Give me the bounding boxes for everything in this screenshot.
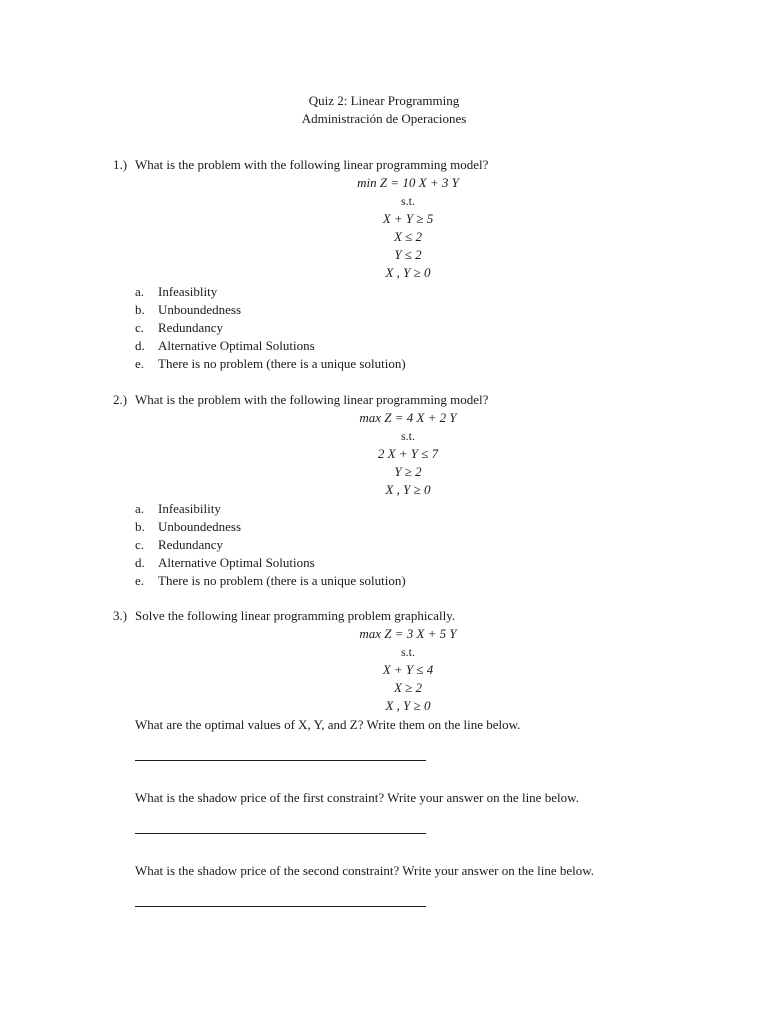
option-letter: d.: [135, 338, 145, 353]
question-3: [113, 607, 713, 907]
prompt-shadow-price-1: What is the shadow price of the first constraint? Write your answer on the line below.: [135, 790, 579, 805]
option-text: Unboundedness: [158, 302, 242, 317]
subject-to-label: s.t.: [400, 194, 415, 208]
answer-line-1[interactable]: [135, 760, 426, 761]
constraint: X ≤ 2: [393, 229, 423, 244]
question-number: 3.): [113, 608, 128, 623]
option-e[interactable]: [113, 572, 713, 590]
option-text: Redundancy: [158, 320, 223, 335]
constraint: Y ≤ 2: [394, 247, 422, 262]
lp-model: [113, 409, 703, 499]
objective-function: max Z = 4 X + 2 Y: [359, 410, 457, 425]
question-number: 1.): [113, 157, 128, 172]
option-b[interactable]: [113, 518, 713, 536]
option-letter: a.: [135, 501, 145, 516]
option-letter: b.: [135, 302, 145, 317]
constraint: Y ≥ 2: [394, 464, 422, 479]
prompt-optimal-values: What are the optimal values of X, Y, and Z? Write them on the line below.: [135, 717, 521, 732]
answer-options: [113, 500, 713, 590]
question-1: [113, 156, 713, 373]
prompt-shadow-price-2: What is the shadow price of the second constraint? Write your answer on the line below.: [135, 863, 595, 878]
lp-model: [113, 625, 703, 715]
option-c[interactable]: [113, 536, 713, 554]
option-text: Alternative Optimal Solutions: [158, 555, 315, 570]
option-letter: a.: [135, 284, 145, 299]
option-text: Infeasibility: [158, 501, 221, 516]
option-d[interactable]: [113, 337, 713, 355]
option-b[interactable]: [113, 301, 713, 319]
question-header: [113, 391, 713, 409]
option-letter: d.: [135, 555, 145, 570]
constraint: X , Y ≥ 0: [385, 698, 431, 713]
option-letter: b.: [135, 519, 145, 534]
option-letter: e.: [135, 573, 145, 588]
option-text: There is no problem (there is a unique solution): [158, 573, 406, 588]
option-letter: c.: [135, 320, 145, 335]
objective-function: min Z = 10 X + 3 Y: [357, 175, 459, 190]
option-text: There is no problem (there is a unique solution): [158, 356, 406, 371]
constraint: 2 X + Y ≤ 7: [377, 446, 439, 461]
objective-function: max Z = 3 X + 5 Y: [359, 626, 457, 641]
question-header: [113, 156, 713, 174]
constraint: X , Y ≥ 0: [385, 482, 431, 497]
constraint: X + Y ≥ 5: [382, 211, 434, 226]
page-subtitle: Administración de Operaciones: [301, 111, 467, 126]
subject-to-label: s.t.: [400, 429, 415, 443]
option-letter: e.: [135, 356, 145, 371]
answer-line-2[interactable]: [135, 833, 426, 834]
subject-to-label: s.t.: [400, 645, 415, 659]
answer-options: [113, 283, 713, 373]
lp-model: [113, 174, 703, 282]
answer-line-3[interactable]: [135, 906, 426, 907]
question-number: 2.): [113, 392, 128, 407]
constraint: X , Y ≥ 0: [385, 265, 431, 280]
option-text: Infeasiblity: [158, 284, 218, 299]
option-c[interactable]: [113, 319, 713, 337]
title-block: [0, 92, 768, 128]
option-text: Redundancy: [158, 537, 223, 552]
option-a[interactable]: [113, 283, 713, 301]
question-text: Solve the following linear programming problem graphically.: [135, 608, 456, 623]
question-header: [113, 607, 713, 625]
question-2: [113, 391, 713, 590]
option-text: Unboundedness: [158, 519, 242, 534]
constraint: X ≥ 2: [393, 680, 423, 695]
option-d[interactable]: [113, 554, 713, 572]
page-title: Quiz 2: Linear Programming: [308, 93, 460, 108]
option-text: Alternative Optimal Solutions: [158, 338, 315, 353]
question-text: What is the problem with the following linear programming model?: [135, 157, 489, 172]
option-letter: c.: [135, 537, 145, 552]
constraint: X + Y ≤ 4: [382, 662, 434, 677]
question-text: What is the problem with the following linear programming model?: [135, 392, 489, 407]
option-a[interactable]: [113, 500, 713, 518]
option-e[interactable]: [113, 355, 713, 373]
